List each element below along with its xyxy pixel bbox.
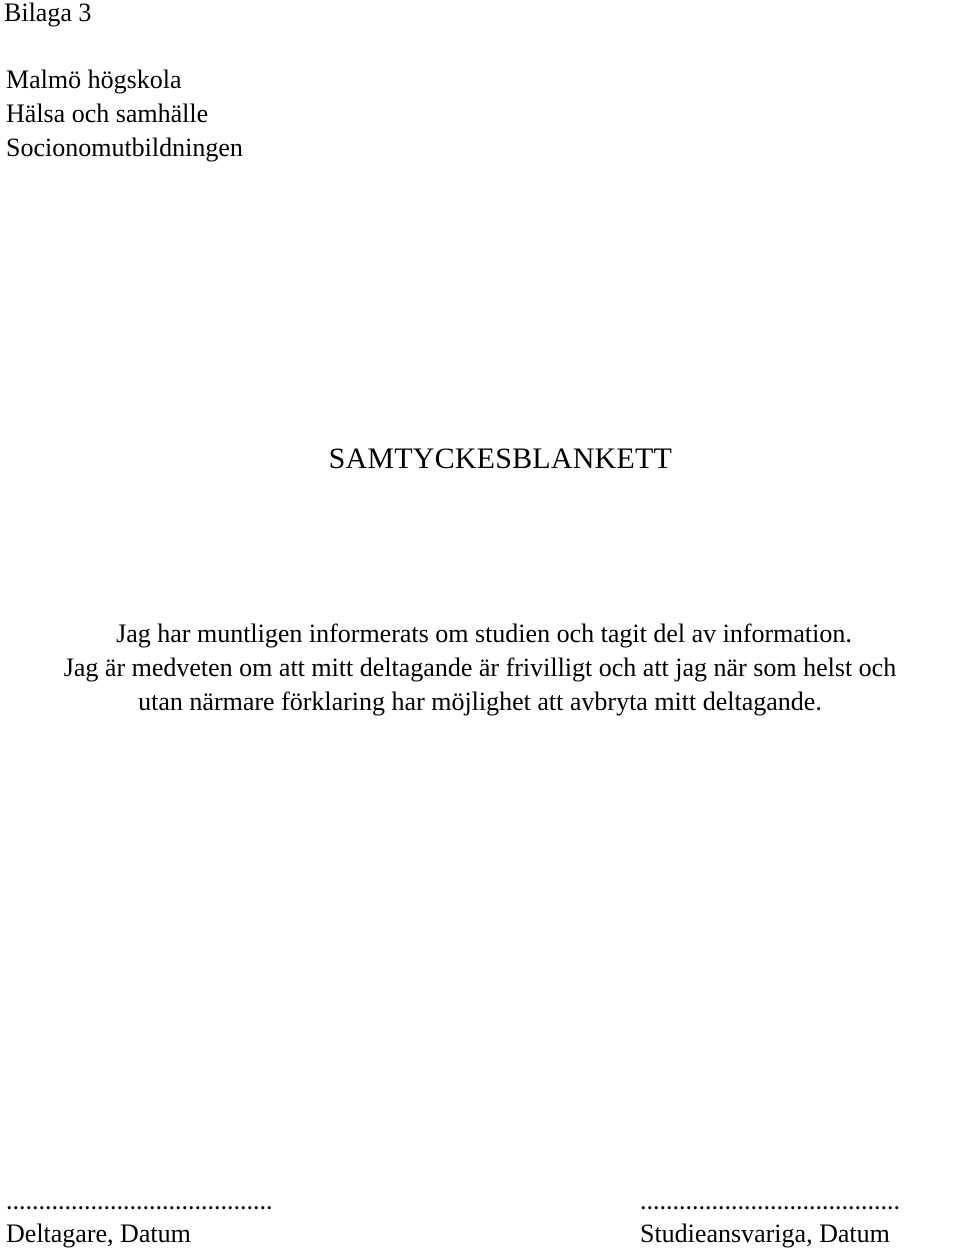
responsible-signature-label: Studieansvariga, Datum — [640, 1219, 890, 1248]
participant-signature-line: ......................................... — [6, 1186, 273, 1215]
consent-line-1: Jag har muntligen informerats om studien och tagit del av information. — [116, 619, 852, 648]
faculty-name: Hälsa och samhälle — [6, 99, 209, 128]
consent-line-3: utan närmare förklaring har möjlighet att avbryta mitt deltagande. — [138, 687, 822, 716]
appendix-label: Bilaga 3 — [4, 0, 92, 27]
form-title: SAMTYCKESBLANKETT — [328, 442, 672, 475]
program-name: Socionomutbildningen — [6, 133, 243, 162]
participant-signature-label: Deltagare, Datum — [6, 1219, 191, 1248]
institution-name: Malmö högskola — [6, 65, 182, 94]
consent-statement — [0, 617, 960, 719]
responsible-signature-line: ........................................ — [640, 1186, 900, 1215]
consent-line-2: Jag är medveten om att mitt deltagande är frivilligt och att jag när som helst och — [63, 653, 897, 682]
